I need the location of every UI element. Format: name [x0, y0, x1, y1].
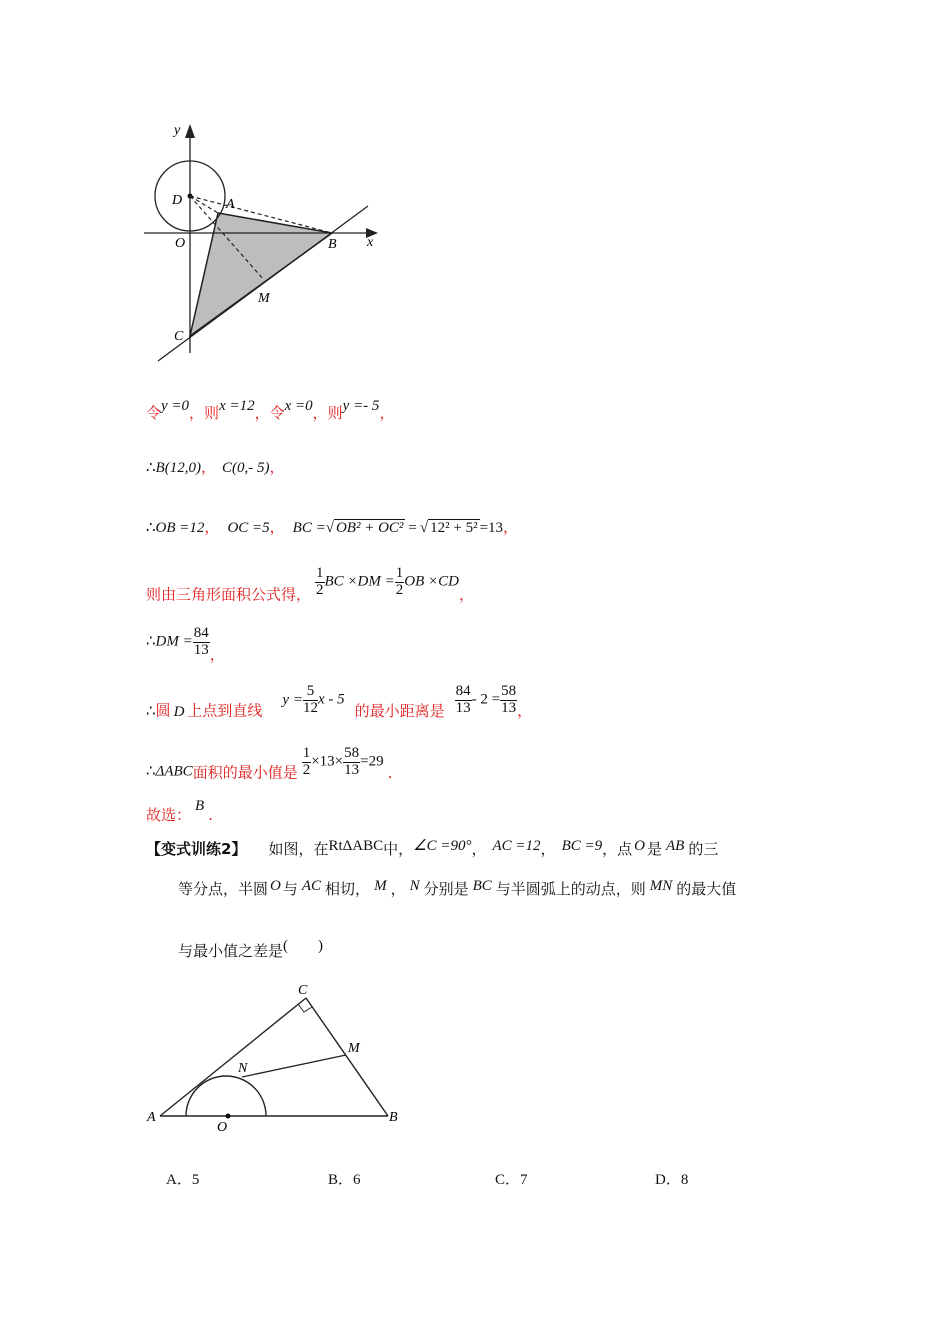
option-d[interactable]: D．8 — [655, 1172, 689, 1188]
text-comma: ， — [379, 404, 395, 422]
problem-text-l2a: 等分点，半圆 — [178, 880, 269, 898]
semicircle-o — [186, 1076, 266, 1116]
text-min-distance: 的最小距离是 — [354, 701, 445, 720]
separator-1: ， — [204, 518, 220, 536]
comma: ， — [209, 645, 225, 664]
period: . — [387, 763, 393, 782]
point-m: M — [374, 878, 387, 894]
problem-text-l3: 与最小值之差是 — [178, 942, 284, 960]
eq-oc: OC =5 — [227, 520, 270, 536]
times-13: ×13× — [311, 753, 344, 770]
problem-line-3 — [178, 940, 323, 961]
frac-num: 1 — [316, 565, 324, 581]
solution-line-1 — [146, 398, 395, 423]
radicand-1: OB² + OC² — [335, 520, 404, 536]
eq-x-12: x =12 — [219, 398, 255, 414]
text-choose: 故选： — [146, 806, 192, 824]
option-b[interactable]: B．6 — [328, 1172, 361, 1188]
figure-coordinate-graph — [140, 118, 390, 368]
eq-y-0: y =0 — [161, 398, 190, 414]
label-n: N — [238, 1061, 248, 1076]
segment-bc: BC — [472, 878, 492, 894]
figure-right-triangle — [140, 978, 410, 1136]
frac-84-13 — [455, 684, 472, 717]
separator-2: ， — [269, 518, 285, 536]
segment-ab: AB — [665, 838, 685, 854]
center-o-dot — [226, 1114, 231, 1119]
label-c: C — [298, 983, 308, 998]
point-n: N — [409, 878, 420, 894]
sep-2: ， — [540, 840, 556, 858]
segment-ac: AC — [301, 878, 322, 894]
frac-num: 1 — [302, 745, 311, 761]
segment-mn: MN — [649, 878, 673, 894]
eq-middle: BC ×DM = — [324, 573, 395, 590]
problem-line-1 — [146, 838, 718, 859]
comma: ， — [269, 458, 285, 476]
label-o: O — [175, 236, 186, 251]
solution-line-7 — [146, 746, 392, 783]
frac-den: 12 — [302, 699, 318, 716]
problem-tag: 【变式训练2】 — [146, 840, 247, 858]
solution-line-2 — [146, 456, 284, 477]
therefore-symbol: ∴ — [146, 460, 156, 476]
problem-text-2: 中， — [383, 840, 414, 858]
frac-den: 13 — [501, 699, 517, 716]
problem-text-3: ，点 — [602, 840, 633, 858]
comma: ， — [503, 518, 519, 536]
label-b: B — [328, 237, 337, 252]
option-c[interactable]: C．7 — [495, 1172, 528, 1188]
eq-x-0: x =0 — [284, 398, 313, 414]
solution-line-6 — [146, 684, 532, 721]
frac-num: 84 — [193, 625, 209, 641]
y-axis-arrow — [185, 124, 195, 138]
label-c: C — [174, 329, 184, 344]
problem-text-5: 的三 — [688, 840, 719, 858]
label-d: D — [172, 193, 183, 208]
frac-den: 2 — [395, 581, 404, 598]
label-x: x — [367, 235, 374, 250]
frac-num: 84 — [455, 683, 471, 699]
eq-bc: BC =9 — [561, 838, 603, 854]
text-ling-2: ，令 — [254, 404, 285, 422]
therefore-symbol: ∴ — [146, 703, 156, 720]
frac-half-1 — [315, 566, 325, 599]
label-m: M — [348, 1041, 360, 1056]
problem-text-l2e: 分别是 — [423, 880, 469, 898]
eq-dm: DM = — [155, 633, 193, 650]
answer-blank: ( ) — [283, 938, 324, 954]
frac-den: 2 — [316, 581, 324, 598]
result-13: =13 — [479, 520, 504, 536]
comma: ， — [458, 585, 474, 604]
therefore-symbol: ∴ — [146, 520, 156, 536]
eq-bc: BC = — [292, 520, 326, 536]
text-area-formula: 则由三角形面积公式得， — [146, 585, 312, 604]
frac-num: 5 — [303, 684, 318, 701]
equals: = — [408, 520, 417, 536]
period: . — [208, 806, 213, 824]
dashed-da — [190, 196, 218, 213]
minus-two: - 2 = — [471, 691, 501, 708]
frac-den: 13 — [193, 641, 209, 658]
frac-5-12 — [303, 684, 318, 717]
circle-d-name: D — [173, 703, 185, 720]
label-y: y — [174, 123, 181, 138]
therefore-symbol: ∴ — [146, 763, 156, 780]
text-ze-2: ，则 — [312, 404, 343, 422]
angle-c: ∠C =90° — [413, 838, 472, 854]
segment-mn-line — [242, 1055, 346, 1077]
frac-num: 1 — [395, 565, 404, 581]
eq-ob: OB =12 — [155, 520, 205, 536]
point-c: C(0,- 5) — [221, 460, 270, 476]
right-angle-mark — [298, 1004, 312, 1012]
triangle-abc: ΔABC — [155, 763, 193, 780]
label-m: M — [258, 291, 270, 306]
separator: ， — [200, 458, 216, 476]
text-line: 上点到直线 — [187, 701, 263, 720]
sep-1: ， — [471, 840, 487, 858]
solution-line-3 — [146, 516, 518, 537]
sqrt-symbol-1: √ — [325, 520, 334, 536]
side-bc — [306, 998, 388, 1116]
frac-84-13 — [193, 626, 210, 659]
frac-num: 58 — [344, 745, 360, 761]
problem-text-l2f: 与半圆弧上的动点，则 — [495, 880, 646, 898]
problem-text-l2g: 的最大值 — [676, 880, 737, 898]
rt-triangle: RtΔABC — [328, 838, 384, 854]
text-yuan: 圆 — [155, 701, 171, 720]
problem-text-1: 如图，在 — [268, 840, 329, 858]
comma: ， — [517, 701, 533, 720]
solution-line-8 — [146, 798, 213, 825]
frac-den: 2 — [302, 761, 311, 778]
eq-x-minus-5: x - 5 — [317, 691, 345, 708]
side-ac — [160, 998, 306, 1116]
frac-den: 13 — [344, 761, 360, 778]
label-b: B — [389, 1110, 398, 1125]
radicand-2: 12² + 5² — [430, 520, 478, 536]
solution-line-4 — [146, 566, 474, 605]
frac-den: 13 — [455, 699, 471, 716]
problem-text-l2d: ， — [390, 880, 406, 898]
answer-b: B — [195, 798, 205, 814]
label-o: O — [217, 1120, 228, 1135]
point-o: O — [270, 878, 281, 894]
eq-y-neg5: y =- 5 — [342, 398, 380, 414]
solution-line-5 — [146, 626, 225, 665]
eq-y: y = — [282, 691, 303, 708]
label-a: A — [226, 197, 235, 212]
therefore-symbol: ∴ — [146, 633, 156, 650]
text-ze-1: ，则 — [189, 404, 220, 422]
frac-half-2 — [395, 566, 405, 599]
problem-text-l2b: 与 — [282, 880, 298, 898]
shaded-triangle-abc — [190, 213, 332, 336]
frac-num: 58 — [501, 683, 517, 699]
label-a: A — [147, 1110, 156, 1125]
frac-58-13 — [343, 746, 360, 779]
result-29: =29 — [360, 753, 384, 770]
option-a[interactable]: A．5 — [166, 1172, 200, 1188]
eq-ac: AC =12 — [492, 838, 541, 854]
problem-text-4: 是 — [646, 840, 662, 858]
frac-58-13 — [500, 684, 517, 717]
point-b: B(12,0) — [155, 460, 201, 476]
text-ling-1: 令 — [146, 404, 162, 422]
sqrt-symbol-2: √ — [419, 520, 429, 536]
frac-half — [302, 746, 312, 779]
problem-text-l2c: 相切， — [325, 880, 371, 898]
point-o: O — [634, 838, 645, 854]
eq-end: OB ×CD — [404, 573, 459, 590]
text-min-area: 面积的最小值是 — [192, 763, 298, 782]
problem-line-2 — [178, 878, 736, 899]
